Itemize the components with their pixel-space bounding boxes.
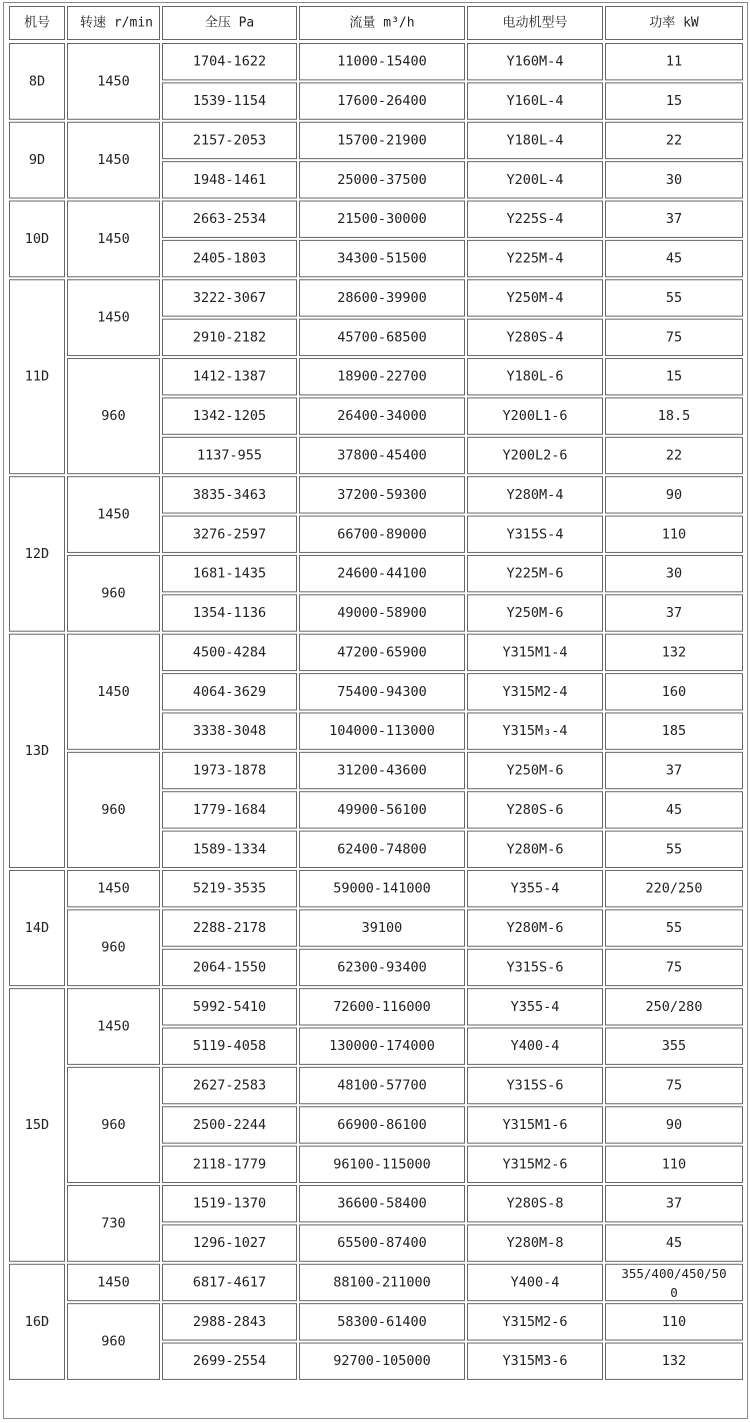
motor-model: Y160L-4 — [506, 93, 564, 110]
pressure-value: 5119-4058 — [192, 1038, 267, 1055]
motor-model: Y315M₃-4 — [502, 723, 568, 740]
flow-value: 24600-44100 — [337, 565, 427, 582]
speed-value: 1450 — [97, 506, 130, 523]
motor-model: Y280M-6 — [506, 841, 564, 858]
motor-model: Y400-4 — [510, 1038, 560, 1055]
power-value: 185 — [661, 723, 687, 740]
power-value: 160 — [661, 683, 687, 700]
power-value: 75 — [665, 1077, 683, 1094]
motor-model: Y225S-4 — [506, 211, 564, 228]
flow-value: 62300-93400 — [337, 959, 427, 976]
power-value-wrap: 0 — [670, 1284, 678, 1300]
speed-value: 1450 — [97, 230, 130, 247]
pressure-value: 1704-1622 — [192, 53, 267, 70]
flow-value: 26400-34000 — [337, 408, 427, 425]
flow-value: 31200-43600 — [337, 762, 427, 779]
model-number: 11D — [24, 368, 50, 385]
speed-value: 1450 — [97, 880, 130, 897]
pressure-value: 1137-955 — [196, 447, 263, 464]
model-number: 13D — [24, 742, 50, 759]
power-value: 22 — [665, 447, 683, 464]
motor-model: Y315S-6 — [506, 959, 564, 976]
motor-model: Y160M-4 — [506, 53, 564, 70]
pressure-value: 4500-4284 — [192, 644, 267, 661]
model-number: 16D — [24, 1313, 50, 1330]
power-value: 55 — [665, 289, 683, 306]
power-value: 37 — [665, 211, 683, 228]
power-value: 132 — [661, 644, 687, 661]
power-value: 45 — [665, 1235, 683, 1252]
motor-model: Y200L1-6 — [502, 408, 568, 425]
motor-model: Y315M2-6 — [502, 1156, 568, 1173]
motor-model: Y355-4 — [510, 998, 560, 1015]
motor-model: Y315M2-6 — [502, 1313, 568, 1330]
motor-model: Y280M-6 — [506, 920, 564, 937]
motor-model: Y225M-4 — [506, 250, 564, 267]
flow-value: 62400-74800 — [337, 841, 427, 858]
motor-model: Y355-4 — [510, 880, 560, 897]
power-value: 110 — [661, 1156, 687, 1173]
pressure-value: 2699-2554 — [192, 1353, 267, 1370]
power-value: 45 — [665, 250, 683, 267]
pressure-value: 1973-1878 — [192, 762, 267, 779]
pressure-value: 1539-1154 — [192, 93, 267, 110]
motor-model: Y315M1-4 — [502, 644, 568, 661]
motor-model: Y200L-4 — [506, 171, 564, 188]
power-value: 90 — [665, 486, 683, 503]
power-value: 15 — [665, 93, 683, 110]
flow-value: 47200-65900 — [337, 644, 427, 661]
speed-value: 1450 — [97, 1018, 130, 1035]
flow-value: 18900-22700 — [337, 368, 427, 385]
motor-model: Y180L-6 — [506, 368, 564, 385]
motor-model: Y280S-6 — [506, 801, 564, 818]
flow-value: 21500-30000 — [337, 211, 427, 228]
pressure-value: 3222-3067 — [192, 289, 267, 306]
header-1: 转速 r/min — [80, 15, 153, 31]
pressure-value: 5219-3535 — [192, 880, 267, 897]
pressure-value: 2157-2053 — [192, 132, 267, 149]
speed-value: 1450 — [97, 1274, 130, 1291]
motor-model: Y250M-4 — [506, 289, 564, 306]
power-value: 55 — [665, 841, 683, 858]
power-value: 220/250 — [645, 880, 703, 897]
speed-value: 1450 — [97, 309, 130, 326]
power-value: 15 — [665, 368, 683, 385]
pressure-value: 1948-1461 — [192, 171, 267, 188]
flow-value: 45700-68500 — [337, 329, 427, 346]
power-value: 37 — [665, 762, 683, 779]
power-value: 18.5 — [657, 408, 691, 425]
pressure-value: 2405-1803 — [192, 250, 267, 267]
pressure-value: 1342-1205 — [192, 408, 267, 425]
flow-value: 25000-37500 — [337, 171, 427, 188]
power-value: 90 — [665, 1116, 683, 1133]
power-value: 250/280 — [645, 998, 703, 1015]
power-value: 30 — [665, 565, 683, 582]
model-number: 14D — [24, 920, 50, 937]
motor-model: Y280M-8 — [506, 1235, 564, 1252]
motor-model: Y315M2-4 — [502, 683, 568, 700]
motor-model: Y200L2-6 — [502, 447, 568, 464]
motor-model: Y280S-4 — [506, 329, 564, 346]
flow-value: 88100-211000 — [333, 1274, 431, 1291]
pressure-value: 2064-1550 — [192, 959, 267, 976]
speed-value: 1450 — [97, 152, 130, 169]
flow-value: 104000-113000 — [329, 723, 435, 740]
header-2: 全压 Pa — [204, 15, 255, 31]
speed-value: 960 — [101, 1333, 126, 1350]
motor-model: Y315M1-6 — [502, 1116, 568, 1133]
flow-value: 59000-141000 — [333, 880, 431, 897]
motor-model: Y315S-6 — [506, 1077, 564, 1094]
header-0: 机号 — [23, 15, 51, 31]
speed-value: 960 — [101, 408, 126, 425]
flow-value: 92700-105000 — [333, 1353, 431, 1370]
model-number: 10D — [24, 230, 50, 247]
pressure-value: 2500-2244 — [192, 1116, 267, 1133]
pressure-value: 2118-1779 — [192, 1156, 267, 1173]
flow-value: 11000-15400 — [337, 53, 427, 70]
flow-value: 66900-86100 — [337, 1116, 427, 1133]
model-number: 9D — [28, 152, 46, 169]
motor-model: Y280S-8 — [506, 1195, 564, 1212]
pressure-value: 2627-2583 — [192, 1077, 267, 1094]
header-3: 流量 m³/h — [349, 15, 415, 31]
flow-value: 15700-21900 — [337, 132, 427, 149]
flow-value: 75400-94300 — [337, 683, 427, 700]
model-number: 15D — [24, 1116, 50, 1133]
pressure-value: 1354-1136 — [192, 605, 267, 622]
speed-value: 1450 — [97, 683, 130, 700]
power-value: 30 — [665, 171, 683, 188]
pressure-value: 3338-3048 — [192, 723, 267, 740]
pressure-value: 5992-5410 — [192, 998, 267, 1015]
power-value: 37 — [665, 1195, 683, 1212]
motor-model: Y315M3-6 — [502, 1353, 568, 1370]
flow-value: 28600-39900 — [337, 289, 427, 306]
flow-value: 96100-115000 — [333, 1156, 431, 1173]
power-value: 355 — [661, 1038, 687, 1055]
flow-value: 36600-58400 — [337, 1195, 427, 1212]
motor-model: Y250M-6 — [506, 762, 564, 779]
motor-model: Y315S-4 — [506, 526, 564, 543]
pressure-value: 3835-3463 — [192, 486, 267, 503]
pressure-value: 1519-1370 — [192, 1195, 267, 1212]
flow-value: 48100-57700 — [337, 1077, 427, 1094]
motor-model: Y400-4 — [510, 1274, 560, 1291]
power-value: 11 — [665, 53, 683, 70]
pressure-value: 2288-2178 — [192, 920, 267, 937]
header-4: 电动机型号 — [502, 15, 568, 31]
pressure-value: 1779-1684 — [192, 801, 267, 818]
model-number: 8D — [28, 73, 46, 90]
speed-value: 730 — [101, 1215, 126, 1232]
power-value: 45 — [665, 801, 683, 818]
speed-value: 960 — [101, 585, 126, 602]
motor-model: Y250M-6 — [506, 605, 564, 622]
pressure-value: 1681-1435 — [192, 565, 267, 582]
power-value: 110 — [661, 526, 687, 543]
pressure-value: 4064-3629 — [192, 683, 267, 700]
power-value: 110 — [661, 1313, 687, 1330]
power-value: 355/400/450/50 — [621, 1265, 727, 1281]
pressure-value: 2988-2843 — [192, 1313, 267, 1330]
pressure-value: 3276-2597 — [192, 526, 267, 543]
flow-value: 72600-116000 — [333, 998, 431, 1015]
flow-value: 58300-61400 — [337, 1313, 427, 1330]
flow-value: 49900-56100 — [337, 801, 427, 818]
header-5: 功率 kW — [649, 15, 699, 31]
speed-value: 960 — [101, 801, 126, 818]
flow-value: 49000-58900 — [337, 605, 427, 622]
pressure-value: 1589-1334 — [192, 841, 267, 858]
speed-value: 960 — [101, 1116, 126, 1133]
power-value: 22 — [665, 132, 683, 149]
flow-value: 37200-59300 — [337, 486, 427, 503]
power-value: 132 — [661, 1353, 687, 1370]
power-value: 55 — [665, 920, 683, 937]
power-value: 75 — [665, 959, 683, 976]
pressure-value: 2663-2534 — [192, 211, 267, 228]
pressure-value: 1412-1387 — [192, 368, 267, 385]
pressure-value: 6817-4617 — [192, 1274, 267, 1291]
pressure-value: 1296-1027 — [192, 1235, 267, 1252]
pressure-value: 2910-2182 — [192, 329, 267, 346]
motor-model: Y225M-6 — [506, 565, 564, 582]
speed-value: 1450 — [97, 73, 130, 90]
motor-model: Y280M-4 — [506, 486, 564, 503]
motor-model: Y180L-4 — [506, 132, 564, 149]
flow-value: 130000-174000 — [329, 1038, 435, 1055]
flow-value: 66700-89000 — [337, 526, 427, 543]
model-number: 12D — [24, 545, 50, 562]
flow-value: 37800-45400 — [337, 447, 427, 464]
flow-value: 17600-26400 — [337, 93, 427, 110]
flow-value: 39100 — [361, 920, 403, 937]
power-value: 75 — [665, 329, 683, 346]
flow-value: 65500-87400 — [337, 1235, 427, 1252]
power-value: 37 — [665, 605, 683, 622]
flow-value: 34300-51500 — [337, 250, 427, 267]
speed-value: 960 — [101, 939, 126, 956]
